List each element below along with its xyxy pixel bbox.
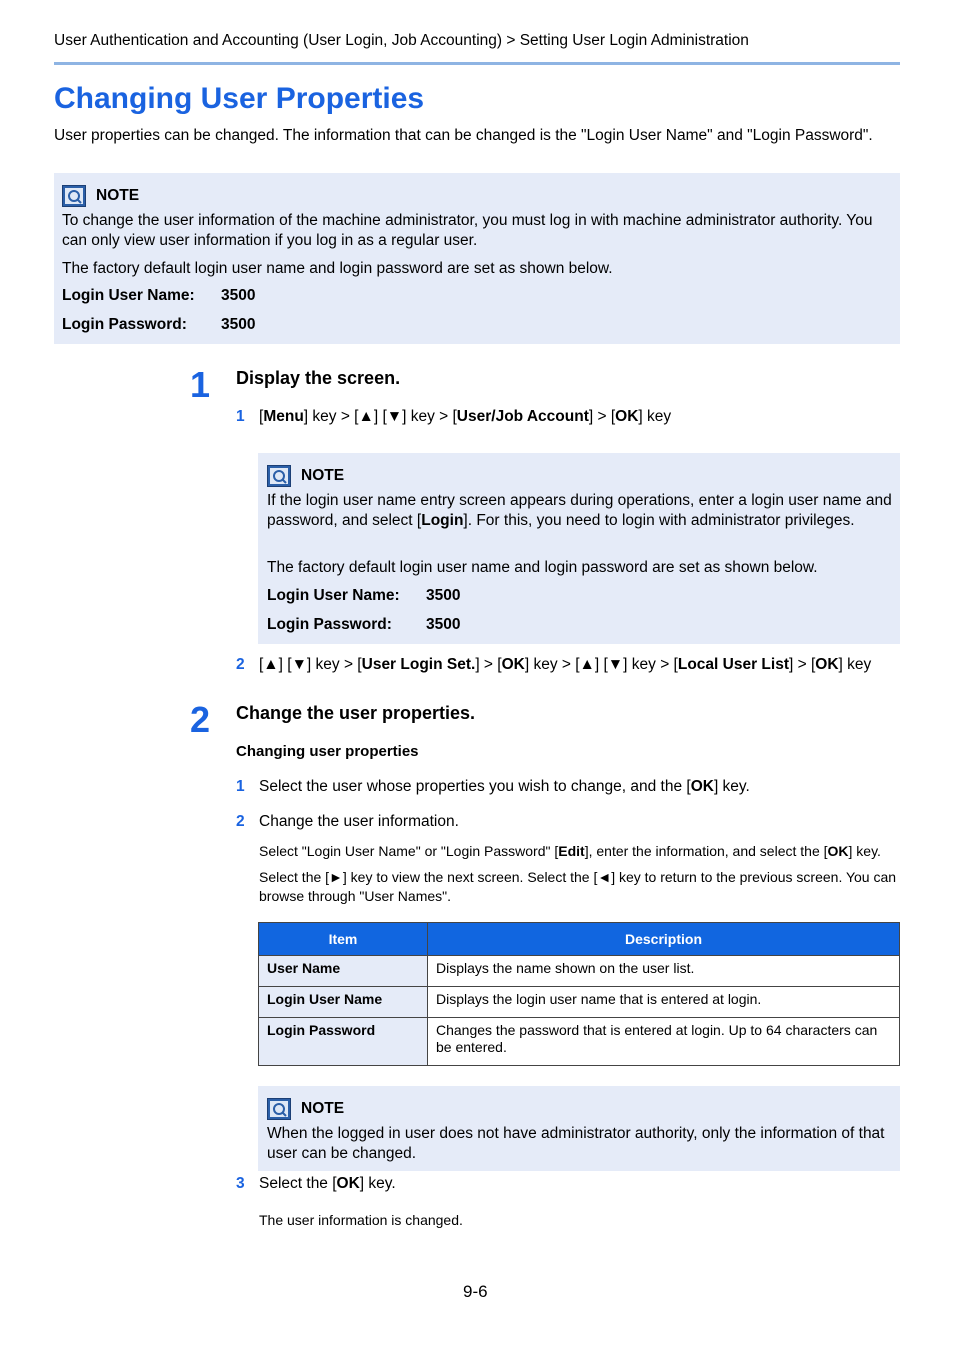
substep-number: 2 [236,656,245,673]
step-title: Change the user properties. [236,703,476,723]
step-number: 2 [190,699,211,740]
note-header [267,1098,344,1120]
login-user-name-value: 3500 [426,587,461,604]
login-password-value: 3500 [221,316,256,333]
table-cell-description: Displays the name shown on the user list. [428,956,900,987]
table-cell-description: Displays the login user name that is entered at login. [428,987,900,1018]
substep-number: 3 [236,1175,245,1192]
login-password-label: Login Password: [62,316,187,333]
substep-number: 1 [236,408,245,425]
substep-1 [236,778,750,796]
substep-text: [▲] [▼] key > [User Login Set.] > [OK] key > [▲] [▼] key > [Local User List] > [OK] key [259,656,872,673]
table-cell-item: Login User Name [259,987,428,1018]
header-rule [54,62,900,65]
note-paragraph: To change the user information of the machine administrator, you must log in with machine administrator authority. You can only view user information if you log in as a regular user. [62,212,873,249]
table-cell-item: User Name [259,956,428,987]
login-user-name-label: Login User Name: [62,287,195,304]
login-password-value: 3500 [426,616,461,633]
table-row [259,1018,900,1066]
note-label: NOTE [301,1100,345,1117]
key-user-job-account: User/Job Account [456,408,589,425]
table-row [259,956,900,987]
substep-detail: Select "Login User Name" or "Login Password" [Edit], enter the information, and select the [OK] key. [259,843,881,859]
note-box-1 [54,173,900,344]
intro-text: User properties can be changed. The information that can be changed is the "Login User Name" and "Login Password". [54,127,873,144]
note-label: NOTE [301,467,345,484]
table-header-row [259,923,900,956]
substep-3 [236,1175,396,1193]
note-paragraph: When the logged in user does not have administrator authority, only the information of that user can be changed. [267,1125,885,1162]
login-user-name-value: 3500 [221,287,256,304]
note-icon [267,465,291,487]
column-header-description: Description [428,923,900,956]
column-header-item: Item [259,923,428,956]
note-header [62,185,139,207]
note-box-2 [258,453,900,644]
note-paragraph: If the login user name entry screen appears during operations, enter a login user name and password, and select [Login]. For this, you need to login with administrator privileges. [267,492,892,529]
login-user-name-label: Login User Name: [267,587,400,604]
note-box-3 [258,1086,900,1171]
substep-number: 1 [236,778,245,795]
page-number: 9-6 [463,1282,488,1301]
subheading: Changing user properties [236,743,419,760]
substep-1 [236,408,672,426]
substep-number: 2 [236,813,245,830]
substep-text: Change the user information. [259,813,459,830]
note-paragraph: The factory default login user name and login password are set as shown below. [267,559,818,576]
page-title: Changing User Properties [54,82,425,115]
note-icon [62,185,86,207]
substep-result: The user information is changed. [259,1212,463,1228]
substep-2 [236,656,872,674]
note-paragraph: The factory default login user name and login password are set as shown below. [62,260,613,277]
properties-table [258,922,900,1066]
login-password-label: Login Password: [267,616,392,633]
substep-text: Select the [OK] key. [259,1175,396,1192]
note-header [267,465,344,487]
key-menu: Menu [263,408,304,425]
key-ok: OK [615,408,639,425]
table-row [259,987,900,1018]
substep-2 [236,813,459,831]
substep-text: [Menu] key > [▲] [▼] key > [User/Job Account] > [OK] key [259,408,672,425]
step-title: Display the screen. [236,368,401,388]
note-label: NOTE [96,187,140,204]
table-cell-item: Login Password [259,1018,428,1066]
note-icon [267,1098,291,1120]
substep-text: Select the user whose properties you wish to change, and the [OK] key. [259,778,750,795]
substep-detail: Select the [►] key to view the next screen. Select the [◄] key to return to the previous screen. You can browse through "User Names". [259,869,897,904]
table-cell-description: Changes the password that is entered at login. Up to 64 characters can be entered. [428,1018,900,1066]
breadcrumb: User Authentication and Accounting (User Login, Job Accounting) > Setting User Login Administration [54,32,749,49]
step-number: 1 [190,364,211,405]
